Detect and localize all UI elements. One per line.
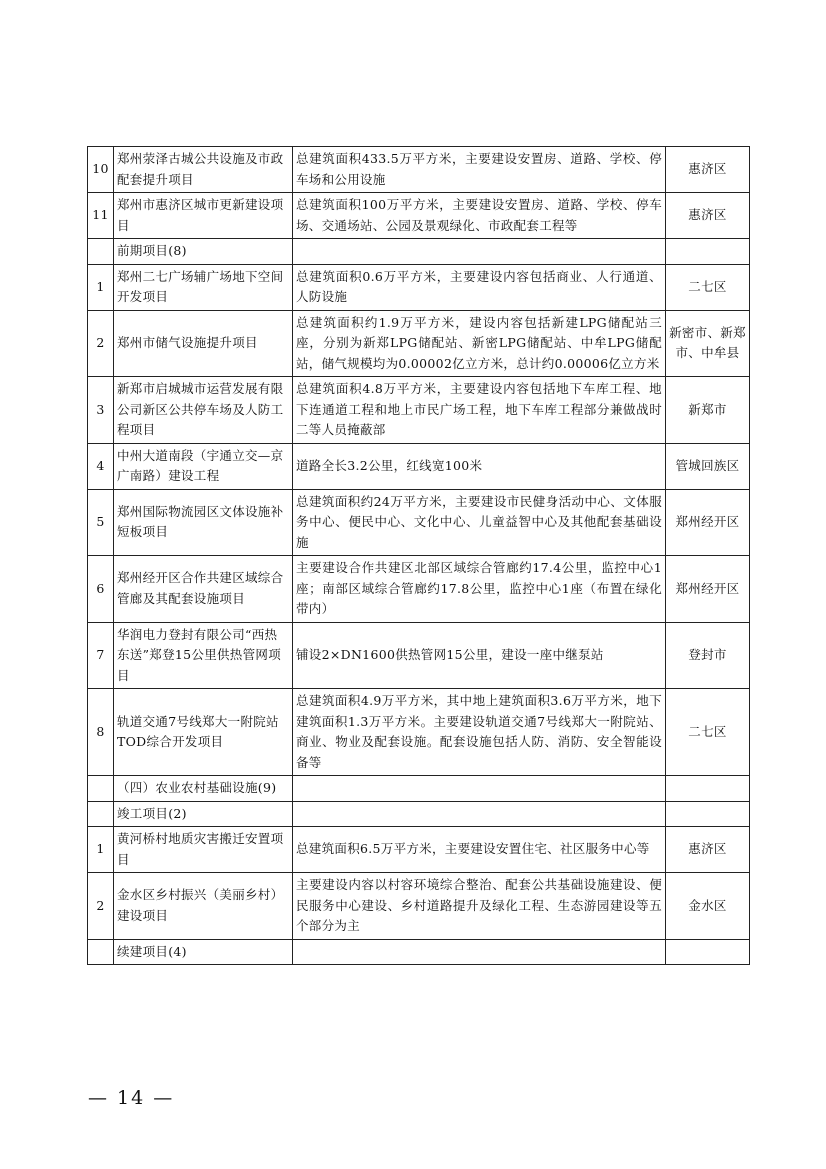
- table-row: [88, 827, 750, 873]
- construction-content: 总建筑面积100万平方米，主要建设安置房、道路、学校、停车场、交通场站、公园及景观绿化、市政配套工程等: [293, 193, 666, 239]
- construction-content: 总建筑面积433.5万平方米，主要建设安置房、道路、学校、停车场和公用设施: [293, 147, 666, 193]
- project-location: [666, 939, 750, 965]
- construction-content: 主要建设内容以村容环境综合整治、配套公共基础设施建设、便民服务中心建设、乡村道路提升及绿化工程、生态游园建设等五个部分为主: [293, 873, 666, 940]
- construction-content: 总建筑面积约24万平方米，主要建设市民健身活动中心、文体服务中心、便民中心、文化中心、儿童益智中心及其他配套基础设施: [293, 489, 666, 556]
- construction-content: 主要建设合作共建区北部区域综合管廊约17.4公里，监控中心1座；南部区域综合管廊约17.8公里，监控中心1座（布置在绿化带内）: [293, 556, 666, 623]
- row-number: 10: [88, 147, 114, 193]
- construction-content: 总建筑面积6.5万平方米，主要建设安置住宅、社区服务中心等: [293, 827, 666, 873]
- section-header-row: [88, 776, 750, 802]
- table-row: [88, 443, 750, 489]
- page-number: — 14 —: [88, 1087, 175, 1109]
- construction-content: [293, 776, 666, 802]
- project-name: 金水区乡村振兴（美丽乡村）建设项目: [114, 873, 293, 940]
- table-row: [88, 489, 750, 556]
- project-location: 二七区: [666, 689, 750, 776]
- table-row: [88, 264, 750, 310]
- row-number: [88, 776, 114, 802]
- project-name: 黄河桥村地质灾害搬迁安置项目: [114, 827, 293, 873]
- table-row: [88, 310, 750, 377]
- project-name: 郑州国际物流园区文体设施补短板项目: [114, 489, 293, 556]
- row-number: 7: [88, 622, 114, 689]
- table-row: [88, 873, 750, 940]
- project-location: 惠济区: [666, 147, 750, 193]
- project-table: [87, 146, 750, 965]
- project-location: [666, 239, 750, 265]
- construction-content: [293, 939, 666, 965]
- project-name: 郑州二七广场辅广场地下空间开发项目: [114, 264, 293, 310]
- row-number: 2: [88, 873, 114, 940]
- row-number: 1: [88, 827, 114, 873]
- project-name: 郑州荥泽古城公共设施及市政配套提升项目: [114, 147, 293, 193]
- project-name: 续建项目(4): [114, 939, 293, 965]
- project-name: 轨道交通7号线郑大一附院站TOD综合开发项目: [114, 689, 293, 776]
- construction-content: 道路全长3.2公里，红线宽100米: [293, 443, 666, 489]
- row-number: [88, 239, 114, 265]
- construction-content: [293, 239, 666, 265]
- row-number: 3: [88, 377, 114, 444]
- project-location: 惠济区: [666, 193, 750, 239]
- row-number: 8: [88, 689, 114, 776]
- row-number: 6: [88, 556, 114, 623]
- construction-content: 总建筑面积4.8万平方米，主要建设内容包括地下车库工程、地下连通道工程和地上市民广场工程，地下车库工程部分兼做战时二等人员掩蔽部: [293, 377, 666, 444]
- row-number: 1: [88, 264, 114, 310]
- project-location: 新郑市: [666, 377, 750, 444]
- project-name: 竣工项目(2): [114, 801, 293, 827]
- project-location: [666, 776, 750, 802]
- construction-content: 铺设2×DN1600供热管网15公里，建设一座中继泵站: [293, 622, 666, 689]
- row-number: [88, 939, 114, 965]
- project-location: 新密市、新郑市、中牟县: [666, 310, 750, 377]
- section-header-row: [88, 801, 750, 827]
- project-location: 郑州经开区: [666, 489, 750, 556]
- project-name: 新郑市启城城市运营发展有限公司新区公共停车场及人防工程项目: [114, 377, 293, 444]
- construction-content: 总建筑面积0.6万平方米，主要建设内容包括商业、人行通道、人防设施: [293, 264, 666, 310]
- project-name: 郑州市惠济区城市更新建设项目: [114, 193, 293, 239]
- row-number: 11: [88, 193, 114, 239]
- project-location: 登封市: [666, 622, 750, 689]
- table-row: [88, 377, 750, 444]
- project-name: 华润电力登封有限公司“西热东送”郑登15公里供热管网项目: [114, 622, 293, 689]
- project-name: 中州大道南段（宇通立交—京广南路）建设工程: [114, 443, 293, 489]
- project-location: [666, 801, 750, 827]
- construction-content: 总建筑面积约1.9万平方米，建设内容包括新建LPG储配站三座，分别为新郑LPG储配站、新密LPG储配站、中牟LPG储配站，储气规模均为0.00002亿立方米，总计约0.00006亿立方米: [293, 310, 666, 377]
- project-location: 惠济区: [666, 827, 750, 873]
- row-number: [88, 801, 114, 827]
- row-number: 4: [88, 443, 114, 489]
- construction-content: 总建筑面积4.9万平方米，其中地上建筑面积3.6万平方米，地下建筑面积1.3万平方米。主要建设轨道交通7号线郑大一附院站、商业、物业及配套设施。配套设施包括人防、消防、安全智能设备等: [293, 689, 666, 776]
- table-row: [88, 147, 750, 193]
- project-location: 郑州经开区: [666, 556, 750, 623]
- project-name: 前期项目(8): [114, 239, 293, 265]
- project-name: 郑州经开区合作共建区域综合管廊及其配套设施项目: [114, 556, 293, 623]
- row-number: 5: [88, 489, 114, 556]
- section-header-row: [88, 939, 750, 965]
- project-location: 管城回族区: [666, 443, 750, 489]
- project-name: 郑州市储气设施提升项目: [114, 310, 293, 377]
- row-number: 2: [88, 310, 114, 377]
- section-header-row: [88, 239, 750, 265]
- table-row: [88, 622, 750, 689]
- project-name: （四）农业农村基础设施(9): [114, 776, 293, 802]
- table-row: [88, 689, 750, 776]
- table-row: [88, 193, 750, 239]
- construction-content: [293, 801, 666, 827]
- project-location: 二七区: [666, 264, 750, 310]
- project-location: 金水区: [666, 873, 750, 940]
- table-row: [88, 556, 750, 623]
